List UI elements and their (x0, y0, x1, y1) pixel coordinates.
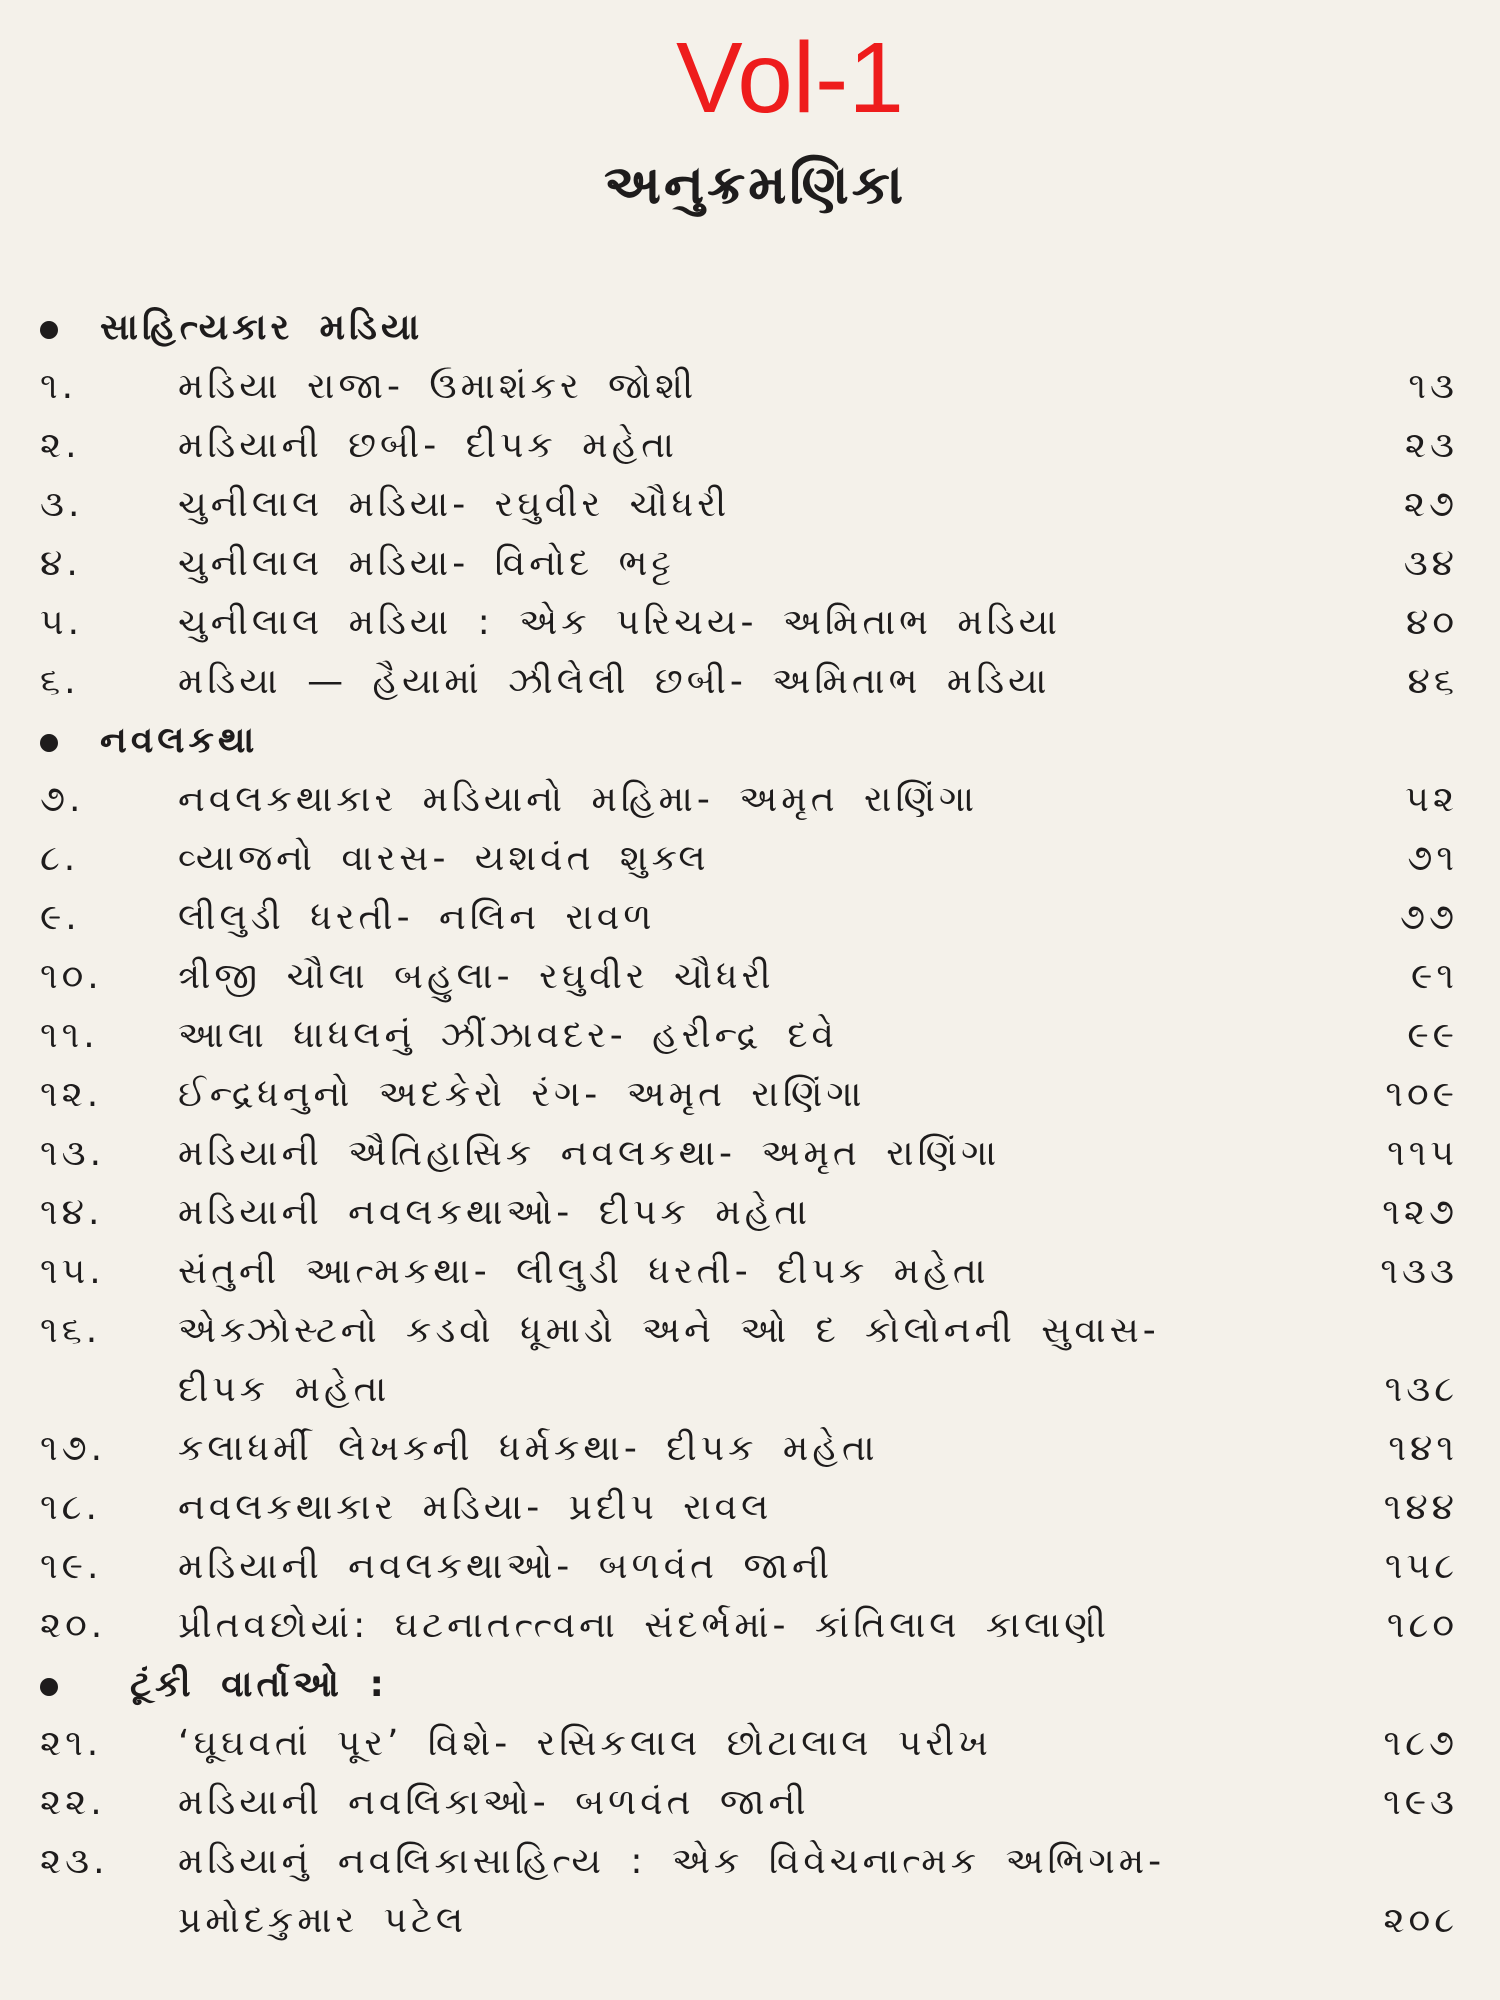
entry-page-number: ૧૫૮ (1384, 1546, 1458, 1587)
entry-title: મડિયા રાજા- ઉમાશંકર જોશી (178, 366, 698, 407)
entry-title: લીલુડી ધરતી- નલિન રાવળ (178, 897, 656, 938)
entry-page-number: ૩૪ (1403, 543, 1458, 584)
entry-number: ૨. (40, 425, 81, 466)
entry-page-number: ૧૮૭ (1383, 1723, 1458, 1764)
entry-title: ચુનીલાલ મડિયા : એક પરિચય- અમિતાભ મડિયા (178, 602, 1061, 643)
entry-title: પ્રીતવછોયાં: ઘટનાતત્ત્વના સંદર્ભમાં- કાંતિલાલ કાલાણી (178, 1605, 1110, 1646)
entry-title: વ્યાજનો વારસ- યશવંત શુક્લ (178, 838, 710, 879)
entry-page-number: ૨૩ (1404, 425, 1458, 466)
entry-number: ૧૦. (40, 956, 103, 997)
toc-entry (0, 1537, 1500, 1596)
entry-title-continuation: દીપક મહેતા (178, 1369, 391, 1410)
entry-title: ચુનીલાલ મડિયા- વિનોદ ભટ્ટ (178, 543, 675, 584)
toc-entry (0, 593, 1500, 652)
entry-number: ૨૧. (40, 1723, 103, 1764)
toc-entry (0, 652, 1500, 711)
toc-entry (0, 1714, 1500, 1773)
entry-number: ૭. (40, 779, 85, 820)
toc-entry-continuation (0, 1891, 1500, 1950)
entry-number: ૧૭. (40, 1428, 107, 1469)
toc-entry (0, 1124, 1500, 1183)
entry-number: ૧૯. (40, 1546, 103, 1587)
entry-number: ૧૫. (40, 1251, 105, 1292)
entry-page-number: ૧૪૧ (1388, 1428, 1458, 1469)
entry-number: ૨૦. (40, 1605, 107, 1646)
entry-number: ૫. (40, 602, 84, 643)
volume-label: Vol-1 (676, 22, 904, 134)
toc-entry (0, 357, 1500, 416)
toc-entry (0, 1832, 1500, 1891)
entry-number: ૮. (40, 838, 80, 879)
section-heading-text: નવલકથા (100, 720, 259, 761)
entry-page-number: ૯૧ (1411, 956, 1458, 997)
entry-page-number: ૧૪૪ (1383, 1487, 1458, 1528)
toc-entry (0, 534, 1500, 593)
entry-number: ૧૩. (40, 1133, 106, 1174)
entry-page-number: ૧૩ (1408, 366, 1458, 407)
entry-number: ૧. (40, 366, 78, 407)
entry-page-number: ૨૭ (1403, 484, 1458, 525)
entry-number: ૧૪. (40, 1192, 104, 1233)
entry-title: કલાધર્મી લેખકની ધર્મકથા- દીપક મહેતા (178, 1428, 879, 1469)
toc-entry (0, 1478, 1500, 1537)
entry-title: મડિયાની નવલિકાઓ- બળવંત જાની (178, 1782, 810, 1823)
bullet-icon (40, 1678, 58, 1696)
entry-number: ૧૧. (40, 1015, 99, 1056)
section-heading-text: સાહિત્યકાર મડિયા (100, 307, 424, 348)
entry-title: મડિયાની ઐતિહાસિક નવલકથા- અમૃત રાણિંગા (178, 1133, 1001, 1174)
entry-page-number: ૧૧૫ (1387, 1133, 1458, 1174)
bullet-icon (40, 734, 58, 752)
toc-entry (0, 1301, 1500, 1360)
entry-page-number: ૭૭ (1399, 897, 1458, 938)
entry-title: ‘ઘૂઘવતાં પૂર’ વિશે- રસિકલાલ છોટાલાલ પરીખ (178, 1723, 992, 1764)
toc-entry (0, 1773, 1500, 1832)
toc-entry (0, 1065, 1500, 1124)
entry-page-number: ૧૦૯ (1385, 1074, 1458, 1115)
page-title: અનુક્રમણિકા (603, 153, 907, 216)
toc-entry (0, 770, 1500, 829)
entry-number: ૨૨. (40, 1782, 106, 1823)
entry-page-number: ૧૩૩ (1380, 1251, 1458, 1292)
entry-title: મડિયાની નવલકથાઓ- બળવંત જાની (178, 1546, 834, 1587)
toc-entry (0, 416, 1500, 475)
entry-title: મડિયાની છબી- દીપક મહેતા (178, 425, 678, 466)
entry-number: ૨૩. (40, 1841, 109, 1882)
entry-page-number: ૧૨૭ (1382, 1192, 1458, 1233)
entry-page-number: ૧૩૮ (1384, 1369, 1458, 1410)
section-heading (0, 298, 1500, 357)
entry-page-number: ૧૮૦ (1386, 1605, 1458, 1646)
toc-entry (0, 1242, 1500, 1301)
entry-title: એક્ઝોસ્ટનો કડવો ધૂમાડો અને ઓ દ કોલોનની સુવાસ- (178, 1310, 1160, 1351)
section-heading (0, 711, 1500, 770)
entry-title: ઈન્દ્રધનુનો અદકેરો રંગ- અમૃત રાણિંગા (178, 1074, 866, 1115)
entry-title: મડિયા — હૈયામાં ઝીલેલી છબી- અમિતાભ મડિયા (178, 661, 1051, 702)
toc-entry (0, 829, 1500, 888)
entry-page-number: ૪૦ (1406, 602, 1458, 643)
toc-entry (0, 888, 1500, 947)
toc-entry (0, 1183, 1500, 1242)
entry-title: નવલકથાકાર મડિયાનો મહિમા- અમૃત રાણિંગા (178, 779, 979, 820)
entry-title: મડિયાનું નવલિકાસાહિત્ય : એક વિવેચનાત્મક અભિગમ- (178, 1841, 1166, 1882)
entry-page-number: ૭૧ (1407, 838, 1458, 879)
entry-page-number: ૫૨ (1405, 779, 1458, 820)
entry-page-number: ૨૦૮ (1383, 1900, 1458, 1941)
entry-title: ચુનીલાલ મડિયા- રઘુવીર ચૌધરી (178, 484, 731, 525)
entry-page-number: ૯૯ (1407, 1015, 1458, 1056)
section-heading (0, 1655, 1500, 1714)
entry-title-continuation: પ્રમોદકુમાર પટેલ (178, 1900, 468, 1941)
entry-number: ૧૨. (40, 1074, 103, 1115)
entry-number: ૯. (40, 897, 81, 938)
section-heading-text: ટૂંકી વાર્તાઓ : (130, 1664, 388, 1705)
entry-title: ત્રીજી ચૌલા બહુલા- રઘુવીર ચૌધરી (178, 956, 775, 997)
table-of-contents (0, 298, 1500, 1950)
toc-entry-continuation (0, 1360, 1500, 1419)
entry-title: મડિયાની નવલકથાઓ- દીપક મહેતા (178, 1192, 812, 1233)
entry-title: સંતુની આત્મકથા- લીલુડી ધરતી- દીપક મહેતા (178, 1251, 990, 1292)
entry-number: ૬. (40, 661, 80, 702)
toc-entry (0, 1419, 1500, 1478)
entry-page-number: ૪૬ (1407, 661, 1458, 702)
entry-title: આલા ધાધલનું ઝીંઝાવદર- હરીન્દ્ર દવે (178, 1015, 838, 1056)
entry-title: નવલકથાકાર મડિયા- પ્રદીપ રાવલ (178, 1487, 773, 1528)
toc-entry (0, 1596, 1500, 1655)
entry-number: ૩. (40, 484, 84, 525)
bullet-icon (40, 321, 58, 339)
toc-entry (0, 475, 1500, 534)
entry-number: ૧૮. (40, 1487, 101, 1528)
entry-number: ૧૬. (40, 1310, 102, 1351)
toc-entry (0, 947, 1500, 1006)
entry-number: ૪. (40, 543, 82, 584)
entry-page-number: ૧૯૩ (1383, 1782, 1458, 1823)
toc-entry (0, 1006, 1500, 1065)
